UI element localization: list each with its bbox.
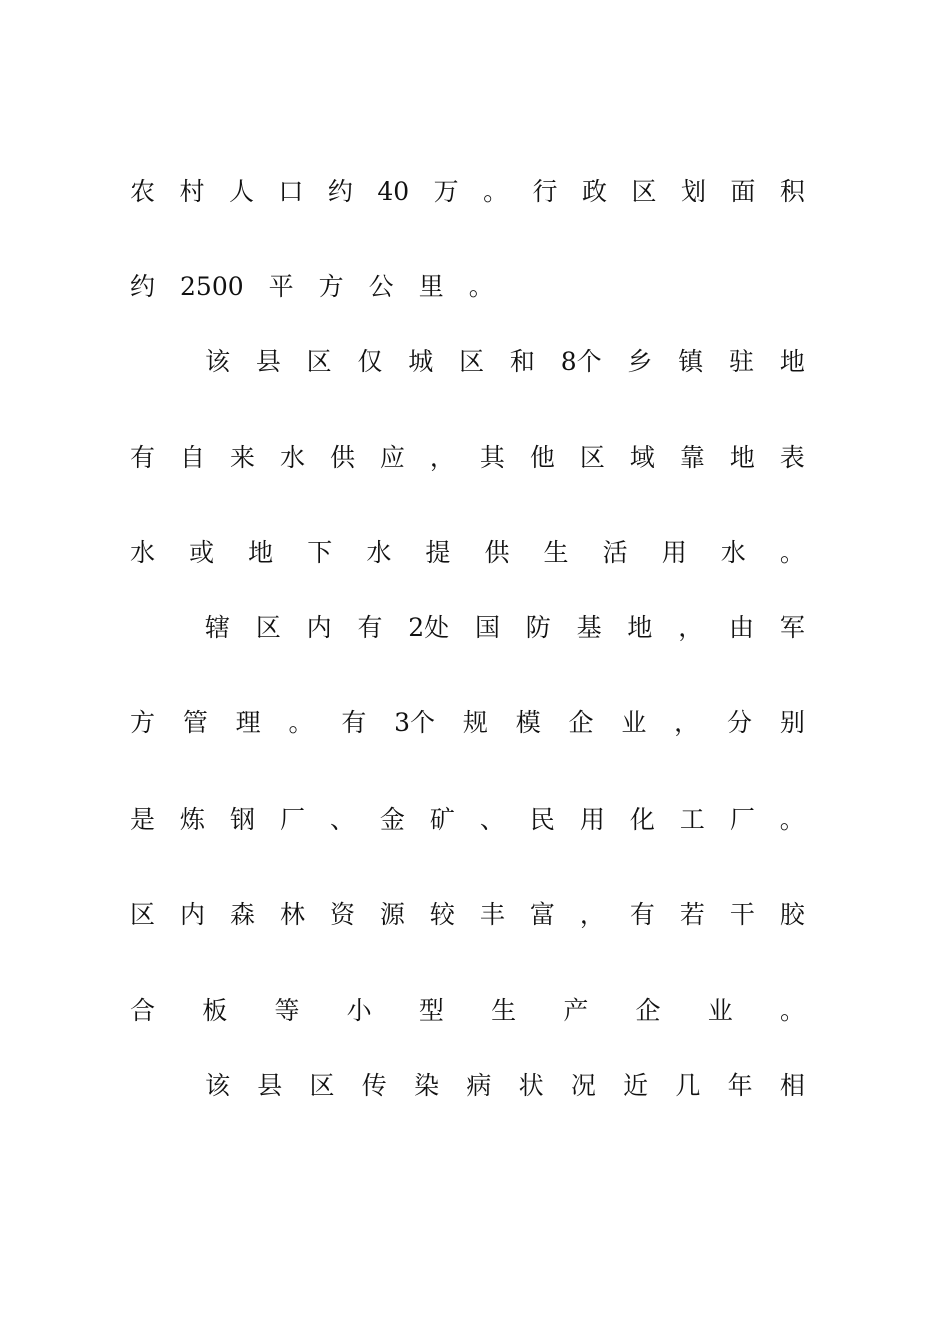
text-char: 来: [229, 443, 255, 472]
text-char: 病: [466, 1071, 492, 1100]
text-char: 化: [629, 805, 655, 834]
text-char: 地: [627, 613, 653, 642]
text-char: 理: [235, 708, 261, 737]
text-char: 其: [479, 443, 505, 472]
text-char: 源: [379, 900, 405, 929]
text-char: 模: [515, 708, 541, 737]
text-char: 人: [228, 177, 254, 206]
text-char: 业: [621, 708, 647, 737]
text-char: 。: [779, 996, 805, 1025]
text-char: 丰: [479, 900, 505, 929]
text-line-5: [130, 533, 805, 573]
text-char: 几: [675, 1071, 701, 1100]
text-char: 域: [629, 443, 655, 472]
text-char: 军: [779, 613, 805, 642]
text-line-3: [205, 342, 805, 382]
text-char: 辖: [205, 613, 231, 642]
text-char: 驻: [729, 347, 755, 376]
text-char: 。: [483, 177, 509, 206]
text-char: 。: [779, 805, 805, 834]
text-char: 内: [306, 613, 332, 642]
text-char: 县: [257, 1071, 283, 1100]
text-char: 。: [468, 272, 494, 301]
text-char: 约: [327, 177, 353, 206]
text-char: 生: [491, 996, 517, 1025]
text-char: 表: [779, 443, 805, 472]
text-char: 该: [205, 1071, 231, 1100]
text-char: 地: [248, 538, 274, 567]
text-line-11: [205, 1066, 805, 1106]
text-char: 企: [635, 996, 661, 1025]
text-char: 区: [306, 347, 332, 376]
text-char: 村: [179, 177, 205, 206]
text-char: 厂: [729, 805, 755, 834]
text-char: 用: [661, 538, 687, 567]
text-char: 方: [130, 708, 156, 737]
text-char: 区: [579, 443, 605, 472]
text-char: 林: [279, 900, 305, 929]
text-char: 金: [379, 805, 405, 834]
text-char: 平: [268, 272, 294, 301]
text-char: 有: [629, 900, 655, 929]
text-char: 产: [563, 996, 589, 1025]
text-char: 公: [368, 272, 394, 301]
text-char: 供: [329, 443, 355, 472]
text-char: 森: [229, 900, 255, 929]
text-char: 积: [779, 177, 805, 206]
text-char: 万: [433, 177, 459, 206]
text-char: 、: [329, 805, 355, 834]
text-char: 管: [182, 708, 208, 737]
text-char: 方: [318, 272, 344, 301]
text-char: 2500: [180, 272, 244, 301]
text-char: 供: [484, 538, 510, 567]
text-char: 企: [568, 708, 594, 737]
text-line-9: [130, 895, 805, 935]
text-char: 防: [525, 613, 551, 642]
text-char: 自: [179, 443, 205, 472]
text-char: ，: [678, 613, 704, 642]
text-char: 政: [582, 177, 608, 206]
text-char: 基: [576, 613, 602, 642]
text-char: 城: [408, 347, 434, 376]
text-char: 富: [529, 900, 555, 929]
text-char: 或: [189, 538, 215, 567]
text-char: 矿: [429, 805, 455, 834]
text-char: 乡: [627, 347, 653, 376]
text-char: 有: [357, 613, 383, 642]
text-char: 资: [329, 900, 355, 929]
text-char: 3个: [394, 708, 436, 737]
text-char: 有: [341, 708, 367, 737]
text-char: 状: [518, 1071, 544, 1100]
text-char: 国: [474, 613, 500, 642]
text-char: 划: [680, 177, 706, 206]
text-char: 炼: [179, 805, 205, 834]
text-line-1: [130, 172, 805, 212]
text-char: 约: [130, 272, 156, 301]
text-char: 。: [288, 708, 314, 737]
text-char: 区: [130, 900, 156, 929]
text-char: 水: [279, 443, 305, 472]
text-char: 行: [532, 177, 558, 206]
text-char: 内: [179, 900, 205, 929]
text-char: 下: [307, 538, 333, 567]
text-char: 靠: [679, 443, 705, 472]
text-char: ，: [674, 708, 700, 737]
text-char: 地: [729, 443, 755, 472]
text-char: ，: [429, 443, 455, 472]
text-char: 规: [462, 708, 488, 737]
text-char: 工: [679, 805, 705, 834]
text-char: 民: [529, 805, 555, 834]
text-char: 近: [623, 1071, 649, 1100]
text-line-7: [130, 703, 805, 743]
text-line-6: [205, 608, 805, 648]
text-char: 业: [707, 996, 733, 1025]
text-char: 年: [727, 1071, 753, 1100]
text-char: 区: [255, 613, 281, 642]
text-char: 仅: [357, 347, 383, 376]
text-char: 胶: [779, 900, 805, 929]
text-char: 应: [379, 443, 405, 472]
text-char: 2处: [408, 613, 450, 642]
text-char: 较: [429, 900, 455, 929]
text-char: 40: [377, 177, 410, 206]
text-char: 生: [543, 538, 569, 567]
text-char: 和: [509, 347, 535, 376]
text-char: 水: [366, 538, 392, 567]
text-char: 区: [459, 347, 485, 376]
text-char: 若: [679, 900, 705, 929]
text-char: 他: [529, 443, 555, 472]
text-char: 是: [130, 805, 156, 834]
text-char: 区: [631, 177, 657, 206]
text-char: 活: [602, 538, 628, 567]
text-char: 传: [361, 1071, 387, 1100]
text-char: 相: [779, 1071, 805, 1100]
text-char: 农: [130, 177, 156, 206]
text-char: 别: [779, 708, 805, 737]
text-line-8: [130, 800, 805, 840]
text-line-10: [130, 991, 805, 1031]
text-char: 水: [720, 538, 746, 567]
text-char: 8个: [560, 347, 602, 376]
text-char: 水: [130, 538, 156, 567]
text-char: 型: [418, 996, 444, 1025]
text-line-2: [130, 267, 805, 307]
text-char: 区: [309, 1071, 335, 1100]
text-char: 钢: [229, 805, 255, 834]
text-char: 用: [579, 805, 605, 834]
text-char: 有: [130, 443, 156, 472]
text-char: 板: [202, 996, 228, 1025]
text-char: 等: [274, 996, 300, 1025]
text-char: 染: [414, 1071, 440, 1100]
text-char: 里: [418, 272, 444, 301]
text-char: 提: [425, 538, 451, 567]
text-char: 镇: [678, 347, 704, 376]
text-char: 该: [205, 347, 231, 376]
text-char: 小: [346, 996, 372, 1025]
text-char: 干: [729, 900, 755, 929]
text-char: 地: [779, 347, 805, 376]
text-char: 面: [730, 177, 756, 206]
text-char: 县: [255, 347, 281, 376]
text-char: 由: [729, 613, 755, 642]
text-char: 况: [570, 1071, 596, 1100]
text-char: 厂: [279, 805, 305, 834]
text-char: 分: [727, 708, 753, 737]
text-char: 口: [278, 177, 304, 206]
text-char: 。: [779, 538, 805, 567]
text-line-4: [130, 438, 805, 478]
text-char: 合: [130, 996, 156, 1025]
text-char: ，: [579, 900, 605, 929]
text-char: 、: [479, 805, 505, 834]
